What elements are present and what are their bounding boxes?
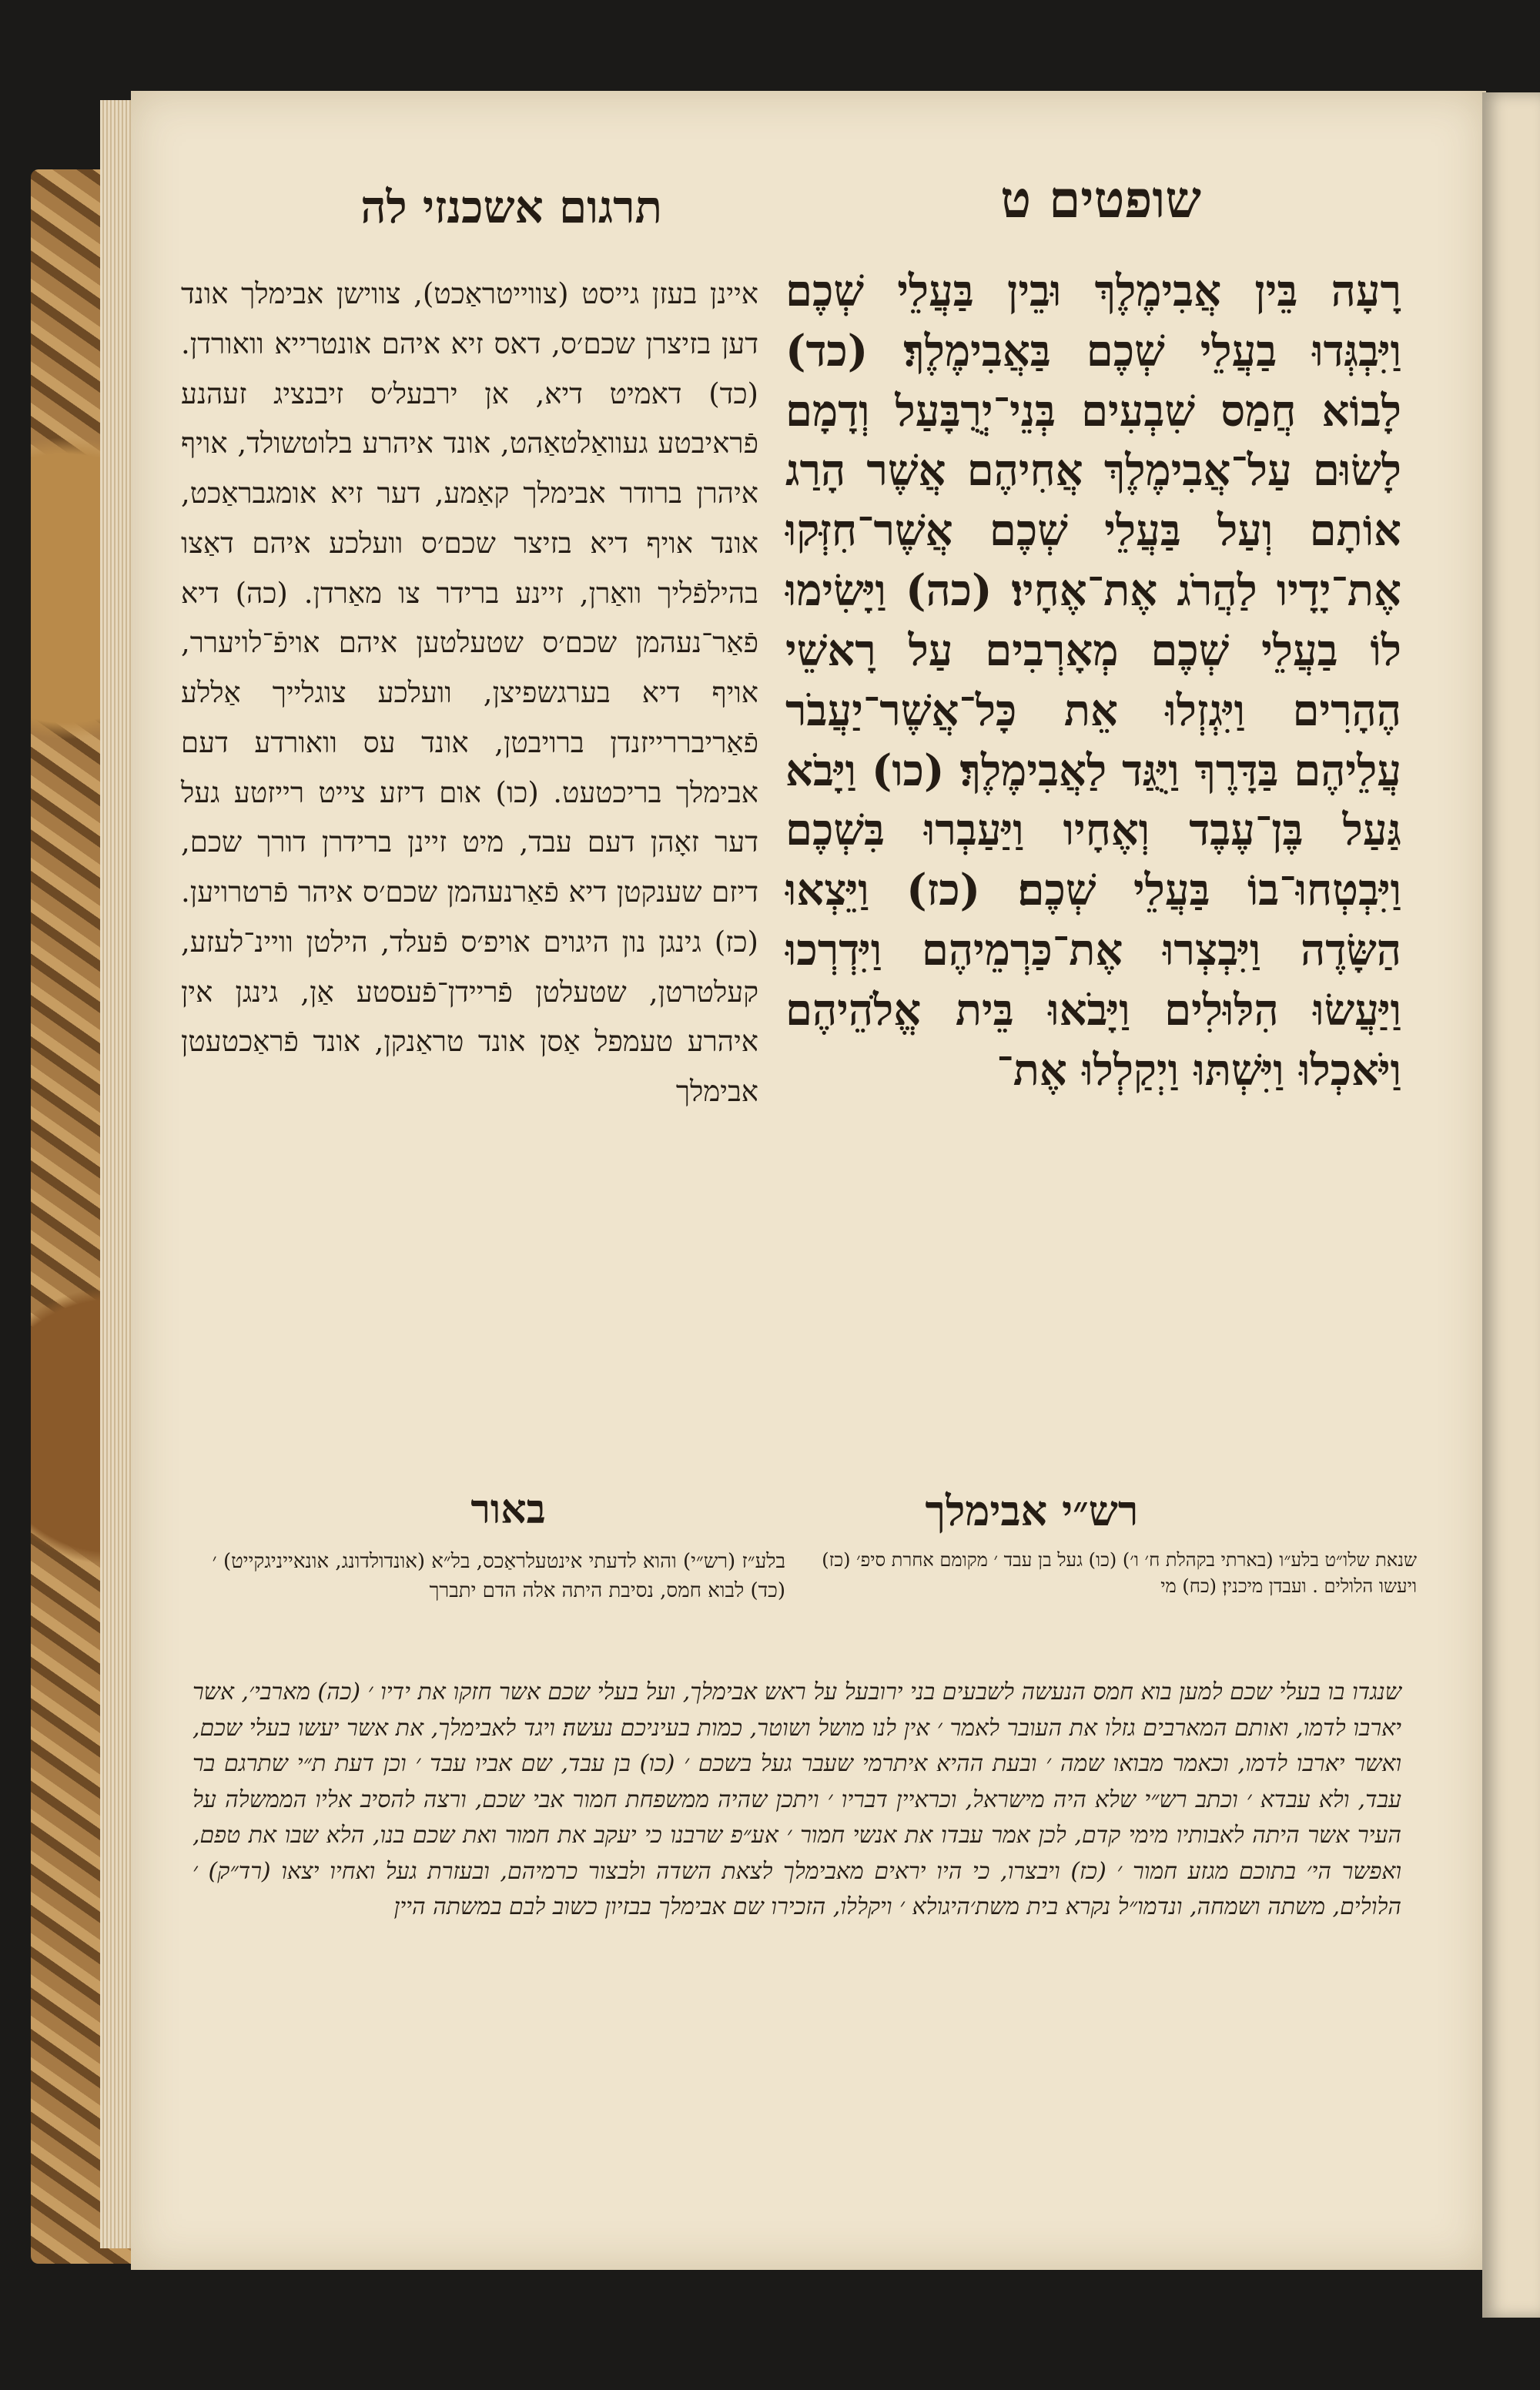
rashi-note: שנאת שלו״ט בלע״ו (בארתי בקהלת ח׳ ו׳) (כו) געל בן עבד ׳ מקומם אחרת סיפ׳ (כז) ויעשו הלולים . ועבדן מיכנין׃ (כח) מי (822, 1549, 1417, 1597)
biur-note: בלע״ז (רש״י) והוא לדעתי אינטעלראַכס, בל״א (אונדולדונג, אונאייניגקייט) ׳ (כד) לבוא חמס, נסיבת היתה אלה הדם יתברך (212, 1550, 785, 1602)
facing-page-edge (1482, 92, 1540, 2318)
biur-heading: באור (470, 1486, 546, 1533)
rashi-heading: רש״י אבימלך (925, 1486, 1139, 1535)
yiddish-translation-column: איינן בעזן גייסט (צווייטראַכט), צווישן אבימלך אונד דען בזיצרן שכם׳ס, דאס זיא איהם אונטרייא וואורדן. (כד) דאמיט דיא, אן ירבעל׳ס זיבנציג זעהנע פֿראיבטע געוואַלטאַהט, אונד איהרע בלוטשולד, אויף איהרן ברודר אבימלך קאַמע, דער זיא אומגבראַכט, אונד אויף דיא בזיצר שכם׳ס וועלכע איהם דאַצו בהילפֿליך וואַרן, זיינע ברידר צו מאַרדן. (כה) דיא פֿאַר־נעהמן שכם׳ס שטעלטען איהם אויפֿ־לויערר, אויף דיא בערגשפיצן, וועלכע צוגלייך אַללע פֿאַריבררייזנדן ברויבטן, אונד עס וואורדע דעם אבימלך בריכטעט. (כו) אום דיזע צייט רייזטע געל דער זאָהן דעם עבד, מיט זיינן ברידרן דורך שכם, דיזם שענקטן דיא פֿאַרנעהמן שכם׳ס איהר פֿרטרויען. (כז) גינגן נון היגוים אויפ׳ס פֿעלד, הילטן וויינ־לעזע, קעלטרטן, שטעלטן פֿריידן־פֿעסטע אַן, גינגן אין איהרע טעמפל אַסן אונד טראַנקן, אונד פֿראַכטעטן אבימלך (181, 277, 758, 1108)
running-header-right: שופטים ט (1000, 169, 1201, 229)
hebrew-text-column: רָעָה בֵּין אֲבִימֶלֶךְ וּבֵין בַּעֲלֵי שְׁכֶם וַיִּבְגְּדוּ בַעֲלֵי שְׁכֶם בַּאֲבִימֶלֶךְ׃ (כד) לָבוֹא חֲמַס שִׁבְעִים בְּנֵי־יְרֻבָּעַל וְדָמָם לָשׂוּם עַל־אֲבִימֶלֶךְ אֲחִיהֶם אֲשֶׁר הָרַג אוֹתָם וְעַל בַּעֲלֵי שְׁכֶם אֲשֶׁר־חִזְּקוּ אֶת־יָדָיו לַהֲרֹג אֶת־אֶחָיו׃ (כה) וַיָּשִׂימוּ לוֹ בַעֲלֵי שְׁכֶם מְאָרְבִים עַל רָאשֵׁי הֶהָרִים וַיִּגְזְלוּ אֵת כָּל־אֲשֶׁר־יַעֲבֹר עֲלֵיהֶם בַּדָּרֶךְ וַיֻּגַּד לַאֲבִימֶלֶךְ׃ (כו) וַיָּבֹא גַּעַל בֶּן־עֶבֶד וְאֶחָיו וַיַּעַבְרוּ בִּשְׁכֶם וַיִּבְטְחוּ־בוֹ בַּעֲלֵי שְׁכֶם׃ (כז) וַיֵּצְאוּ הַשָּׂדֶה וַיִּבְצְרוּ אֶת־כַּרְמֵיהֶם וַיִּדְרְכוּ וַיַּעֲשׂוּ הִלּוּלִים וַיָּבֹאוּ בֵּית אֱלֹהֵיהֶם וַיֹּאכְלוּ וַיִּשְׁתּוּ וַיְקַלְלוּ אֶת־ (785, 266, 1401, 1096)
commentary-block: שנגדו בו בעלי שכם למען בוא חמס הנעשה לשבעים בני ירובעל על ראש אבימלך, ועל בעלי שכם אשר חזקו את ידיו ׳ (כה) מארבי׳, אשר יארבו לדמו, ואותם המארבים גזלו את העובר לאמר ׳ אין לנו מושל ושוטר, כמות בעיניכם נעשה׃ ויגד לאבימלך, את אשר יעשו בעלי שכם, ואשר יארבו לדמו, וכאמר מבואו שמה ׳ ובעת ההיא איתרמי שעבר געל בשכם ׳ (כו) בן עבד, שם אביו עבד ׳ וכן דעת ת״י שתרגם בר עבד, ולא עבדא ׳ וכתב רש״י שלא היה מישראל, וכראיין דבריו ׳ ויתכן שהיה ממשפחת חמור אבי שכם, ורצה להסיב אליו הממשלה על העיר אשר היתה לאבותיו מימי קדם, לכן אמר עבדו את אנשי חמור ׳ אע״פ שרבנו כי יעקב את חמור ואת שכם בנו, הלא שבו את טפם, ואפשר הי׳ בתוכם מגזע חמור ׳ (כז) ויבצרו, כי היו יראים מאבימלך לצאת השדה ולבצור כרמיהם, ובעזרת געל ואחיו יצאו (רד״ק) ׳ הלולים, משתה ושמחה, ונדמו״ל נקרא בית משת׳היגולא ׳ ויקללו, הזכירו שם אבימלך בבזיון כשוב לבם במשתה היין (192, 1679, 1402, 1920)
running-header-left: תרגום אשכנזי לה (360, 181, 662, 233)
